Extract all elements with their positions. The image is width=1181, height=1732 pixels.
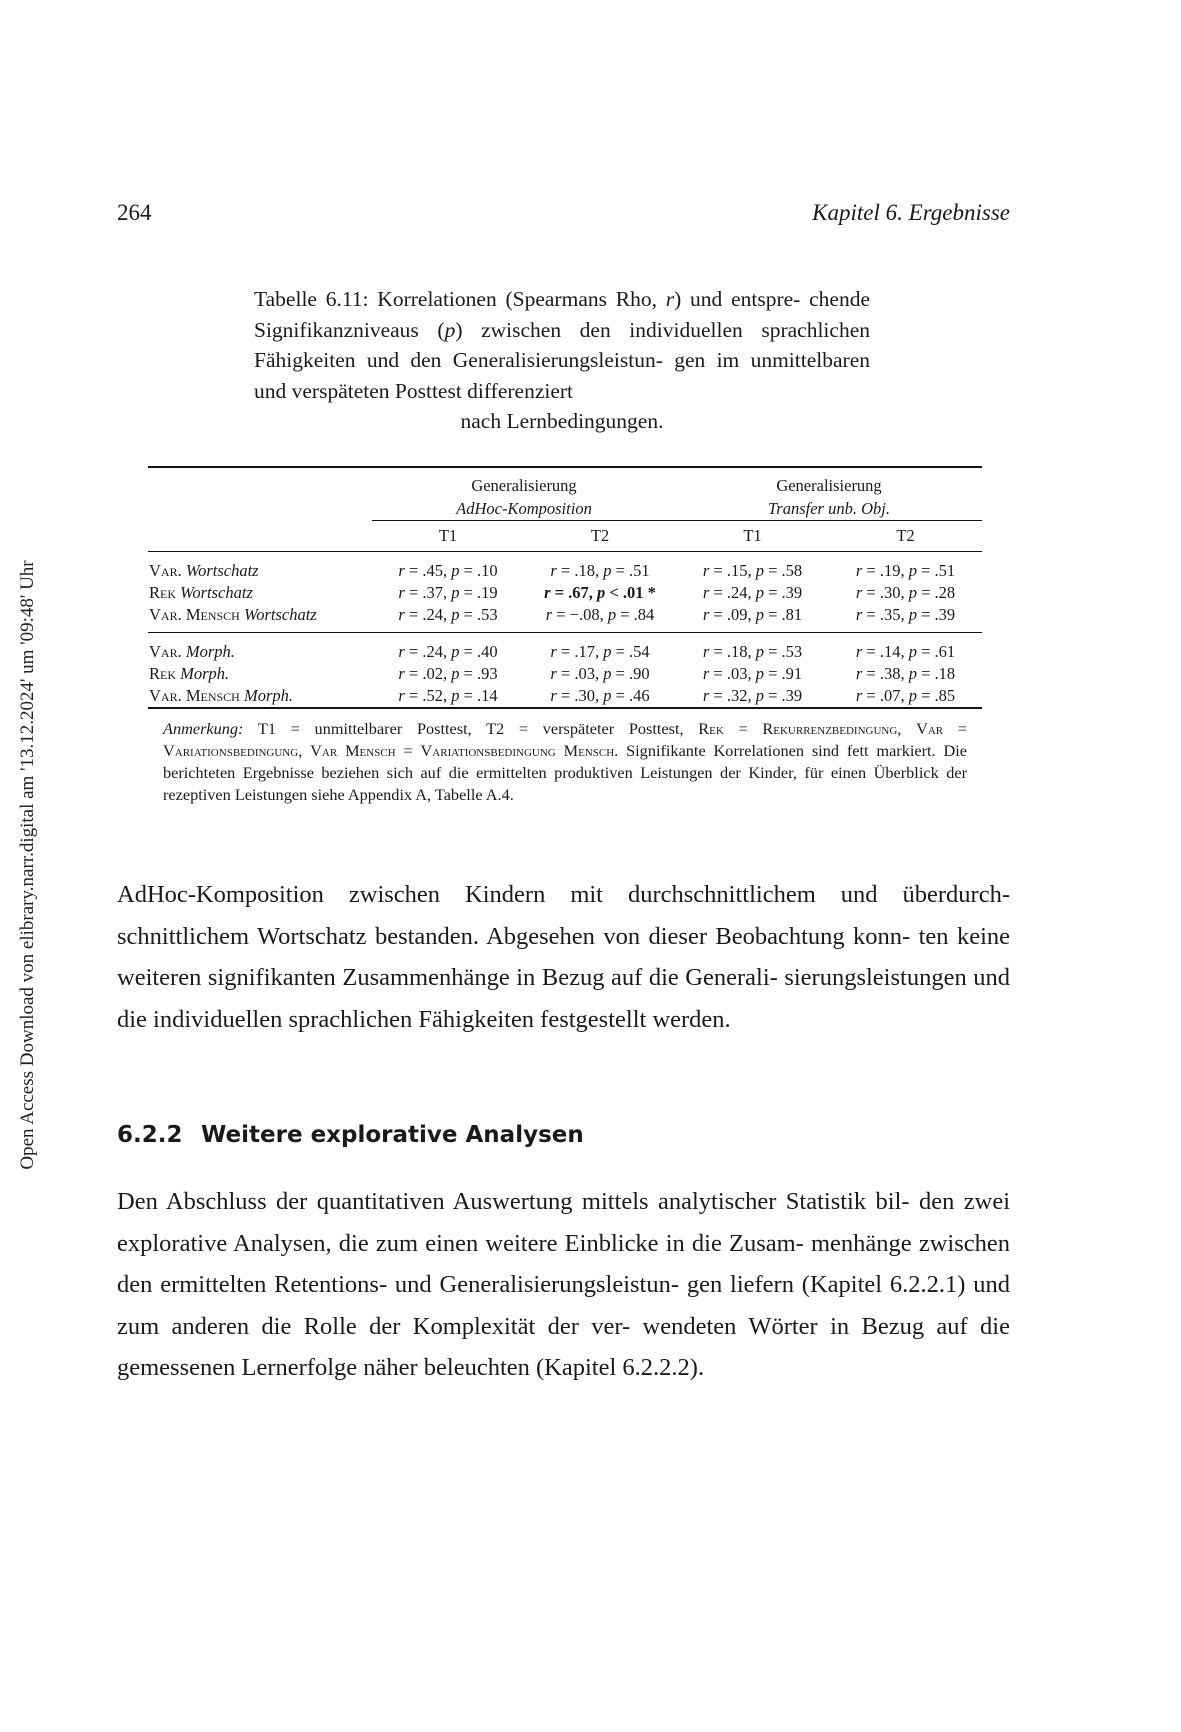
row-label bbox=[148, 552, 372, 583]
correlation-cell bbox=[676, 685, 829, 708]
r-value: r = .17, bbox=[550, 642, 604, 661]
table-caption bbox=[254, 284, 870, 437]
r-value: r = .18, bbox=[550, 561, 604, 580]
r-value: r = .45, bbox=[398, 561, 452, 580]
p-value: p = .18 bbox=[908, 664, 956, 683]
table-row bbox=[148, 685, 982, 708]
measure-label: Wortschatz bbox=[243, 605, 317, 624]
page-number: 264 bbox=[117, 200, 152, 225]
column-header: T1 bbox=[676, 521, 829, 552]
p-value: p = .85 bbox=[908, 686, 956, 705]
condition-label: Var. bbox=[149, 561, 182, 580]
correlation-cell bbox=[829, 663, 982, 685]
table-row bbox=[148, 633, 982, 664]
r-value: r = .02, bbox=[398, 664, 452, 683]
paragraph-results: AdHoc-Komposition zwischen Kindern mit durchschnittlichem und überdurch- schnittlichem Wortschatz bestanden. Abgesehen von dieser Beobachtung konn- ten keine weiteren signifikanten Zusammenhänge in Bezug auf die Generali- sierungsleistungen und die individuellen sprachlichen Fähigkeiten festgestellt werden. bbox=[117, 881, 1010, 1033]
p-value: p < .01 * bbox=[597, 583, 656, 602]
p-value: p = .10 bbox=[451, 561, 498, 580]
condition-label: Rek bbox=[149, 664, 177, 683]
p-value: p = .19 bbox=[451, 583, 498, 602]
r-value: r = .37, bbox=[398, 583, 452, 602]
r-value: r = .52, bbox=[398, 686, 452, 705]
correlation-cell bbox=[829, 552, 982, 583]
p-value: p = .90 bbox=[603, 664, 650, 683]
correlation-cell bbox=[829, 685, 982, 708]
r-value: r = −.08, bbox=[545, 605, 608, 624]
r-value: r = .24, bbox=[702, 583, 756, 602]
measure-label: Wortschatz bbox=[185, 561, 259, 580]
section-heading bbox=[117, 1122, 1010, 1148]
row-label bbox=[148, 685, 372, 708]
correlation-cell bbox=[524, 582, 676, 604]
caption-text: Tabelle 6.11: Korrelationen (Spearmans Rho, bbox=[254, 287, 666, 311]
r-value: r = .07, bbox=[855, 686, 909, 705]
note-text: = bbox=[395, 741, 421, 760]
condition-label: Var. Mensch bbox=[149, 686, 240, 705]
chapter-title: Kapitel 6. Ergebnisse bbox=[812, 200, 1010, 225]
p-value: p = .28 bbox=[908, 583, 956, 602]
p-value: p = .51 bbox=[603, 561, 650, 580]
p-value: p = .46 bbox=[603, 686, 650, 705]
p-value: p = .91 bbox=[755, 664, 803, 683]
r-value: r = .30, bbox=[550, 686, 604, 705]
note-text: = bbox=[943, 719, 967, 738]
note-text: . Signifikante Korrelationen sind fett markiert. Die berichteten Ergebnisse beziehen sich auf die ermittelten produktiven Leistungen der Kinder, für einen Überblick der rezeptiven Leistungen siehe Appendix A, Tabelle A.4. bbox=[163, 741, 968, 804]
correlation-cell bbox=[372, 633, 524, 664]
row-label bbox=[148, 633, 372, 664]
p-value: p = .40 bbox=[451, 642, 498, 661]
p-value: p = .93 bbox=[451, 664, 498, 683]
group-subtitle: Transfer unb. Obj. bbox=[768, 499, 890, 518]
correlation-cell bbox=[524, 633, 676, 664]
table-row bbox=[148, 552, 982, 583]
p-value: p = .84 bbox=[607, 605, 655, 624]
note-term: Rekurrenzbedingung bbox=[762, 719, 898, 738]
group-header-transfer bbox=[676, 467, 982, 521]
p-value: p = .39 bbox=[908, 605, 956, 624]
row-label bbox=[148, 663, 372, 685]
correlation-cell bbox=[676, 663, 829, 685]
r-value: r = .14, bbox=[855, 642, 909, 661]
measure-label: Wortschatz bbox=[180, 583, 253, 602]
note-abbr: Var bbox=[916, 719, 944, 738]
r-value: r = .03, bbox=[702, 664, 756, 683]
note-text: = bbox=[723, 719, 763, 738]
condition-label: Var. Mensch bbox=[149, 605, 240, 624]
table-note bbox=[163, 718, 967, 806]
group-subtitle: AdHoc-Komposition bbox=[456, 499, 592, 518]
r-value: r = .35, bbox=[855, 605, 909, 624]
note-text: , bbox=[897, 719, 917, 738]
p-value: p = .54 bbox=[603, 642, 650, 661]
r-value: r = .32, bbox=[702, 686, 756, 705]
p-value: p = .51 bbox=[908, 561, 956, 580]
table-row bbox=[148, 582, 982, 604]
correlation-cell bbox=[372, 685, 524, 708]
r-value: r = .38, bbox=[855, 664, 909, 683]
empty-corner bbox=[148, 521, 372, 552]
paragraph-explorative: Den Abschluss der quantitativen Auswertung mittels analytischer Statistik bil- den zwei explorative Analysen, die zum einen weitere Einblicke in die Zusam- menhänge zwischen den ermittelten Retentions- und Generalisierungsleistun- gen liefern (Kapitel 6.2.2.1) und zum anderen die Rolle der Komplexität der ver- wendeten Wörter in Bezug auf die gemessenen Lernerfolge näher beleuchten (Kapitel 6.2.2.2). bbox=[117, 1188, 1010, 1381]
caption-r-symbol: r bbox=[665, 287, 675, 311]
measure-label: Morph. bbox=[180, 664, 230, 683]
correlation-cell bbox=[372, 582, 524, 604]
measure-label: Morph. bbox=[185, 642, 235, 661]
row-label bbox=[148, 604, 372, 633]
condition-label: Var. bbox=[149, 642, 182, 661]
note-term: Variationsbedingung Mensch bbox=[420, 741, 615, 760]
r-value: r = .15, bbox=[702, 561, 756, 580]
p-value: p = .61 bbox=[908, 642, 956, 661]
watermark-text: Open Access Download von elibrary.narr.digital am '13.12.2024' um '09:48' Uhr bbox=[17, 560, 38, 1170]
correlation-cell bbox=[829, 633, 982, 664]
correlation-cell bbox=[372, 604, 524, 633]
correlation-cell bbox=[829, 582, 982, 604]
r-value: r = .24, bbox=[398, 605, 452, 624]
download-watermark bbox=[10, 505, 46, 1225]
r-value: r = .24, bbox=[398, 642, 452, 661]
p-value: p = .58 bbox=[755, 561, 803, 580]
correlation-table bbox=[148, 466, 982, 709]
correlation-cell bbox=[524, 685, 676, 708]
column-header: T2 bbox=[524, 521, 676, 552]
r-value: r = .18, bbox=[702, 642, 756, 661]
p-value: p = .53 bbox=[451, 605, 498, 624]
correlation-cell bbox=[676, 552, 829, 583]
caption-p-symbol: p bbox=[444, 317, 456, 342]
group-header-adhoc bbox=[372, 467, 676, 521]
note-text: T1 = unmittelbarer Posttest, T2 = verspäteter Posttest, bbox=[243, 719, 699, 738]
correlation-cell bbox=[829, 604, 982, 633]
r-value: r = .30, bbox=[855, 583, 909, 602]
correlation-cell bbox=[676, 582, 829, 604]
row-label bbox=[148, 582, 372, 604]
correlation-cell bbox=[676, 604, 829, 633]
group-title: Generalisierung bbox=[471, 476, 577, 495]
section-number: 6.2.2 bbox=[117, 1122, 183, 1148]
note-abbr: Rek bbox=[698, 719, 724, 738]
correlation-cell bbox=[524, 663, 676, 685]
measure-label: Morph. bbox=[243, 686, 294, 705]
caption-text: ) und entspre- chende Signifikanzniveaus ( bbox=[254, 287, 870, 342]
p-value: p = .39 bbox=[755, 686, 803, 705]
p-value: p = .14 bbox=[451, 686, 498, 705]
group-title: Generalisierung bbox=[776, 476, 882, 495]
correlation-cell bbox=[524, 552, 676, 583]
caption-text: ) zwischen den individuellen sprachlichen Fähigkeiten und den Generalisierungsleistun- gen im unmittelbaren und verspäteten Posttest differenziert bbox=[254, 317, 870, 403]
condition-label: Rek bbox=[149, 583, 177, 602]
section-title: Weitere explorative Analysen bbox=[201, 1122, 584, 1148]
correlation-cell bbox=[372, 552, 524, 583]
p-value: p = .81 bbox=[755, 605, 803, 624]
correlation-cell bbox=[524, 604, 676, 633]
empty-corner bbox=[148, 467, 372, 521]
column-header: T2 bbox=[829, 521, 982, 552]
note-abbr: Var Mensch bbox=[310, 741, 396, 760]
r-value: r = .09, bbox=[702, 605, 756, 624]
note-label: Anmerkung: bbox=[163, 719, 244, 738]
note-term: Variationsbedingung bbox=[163, 741, 299, 760]
correlation-cell bbox=[676, 633, 829, 664]
r-value: r = .19, bbox=[855, 561, 909, 580]
column-header: T1 bbox=[372, 521, 524, 552]
r-value: r = .03, bbox=[550, 664, 604, 683]
caption-last-line: nach Lernbedingungen. bbox=[460, 409, 664, 433]
r-value: r = .67, bbox=[544, 583, 598, 602]
note-text: , bbox=[298, 741, 311, 760]
p-value: p = .39 bbox=[755, 583, 803, 602]
correlation-cell bbox=[372, 663, 524, 685]
table-row bbox=[148, 604, 982, 633]
table-row bbox=[148, 663, 982, 685]
p-value: p = .53 bbox=[755, 642, 803, 661]
